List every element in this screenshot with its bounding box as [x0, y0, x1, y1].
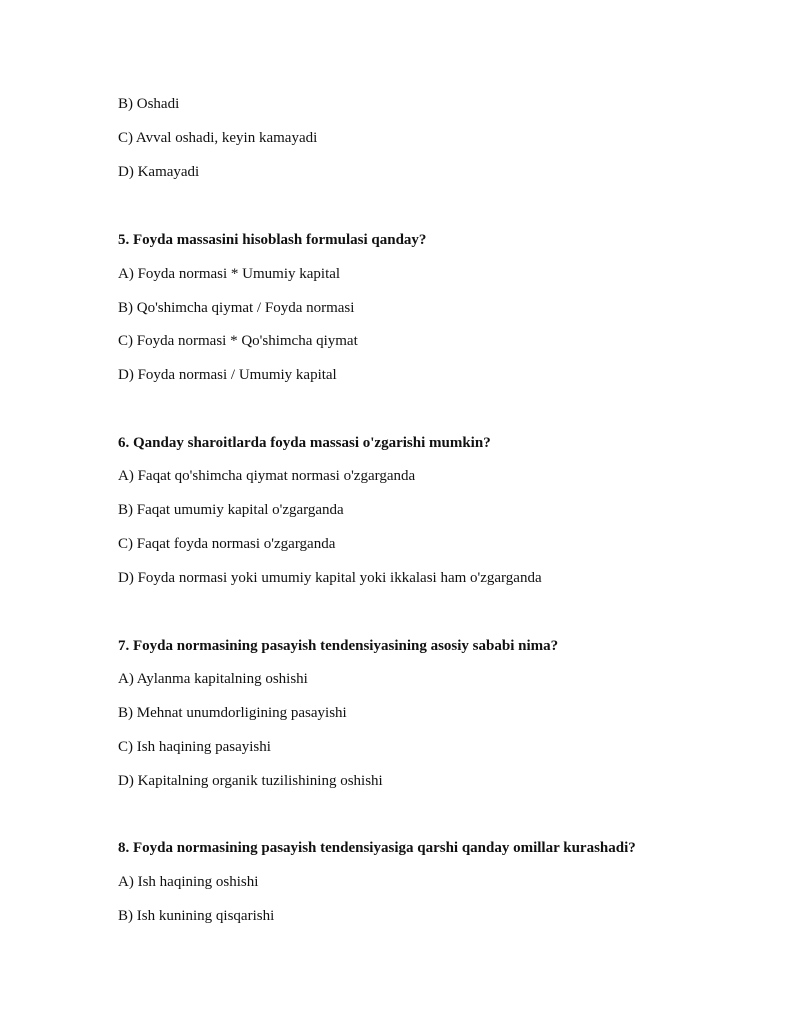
option-5c: C) Foyda normasi * Qo'shimcha qiymat — [118, 333, 358, 349]
option-7d: D) Kapitalning organik tuzilishining oshishi — [118, 773, 383, 789]
option-6b: B) Faqat umumiy kapital o'zgarganda — [118, 502, 344, 518]
question-5: 5. Foyda massasini hisoblash formulasi qanday? — [118, 232, 427, 248]
option-5d: D) Foyda normasi / Umumiy kapital — [118, 367, 337, 383]
option-7a: A) Aylanma kapitalning oshishi — [118, 671, 308, 687]
option-4b: B) Oshadi — [118, 96, 180, 112]
option-5a: A) Foyda normasi * Umumiy kapital — [118, 266, 341, 282]
question-6: 6. Qanday sharoitlarda foyda massasi o'zgarishi mumkin? — [118, 435, 491, 451]
option-7c: C) Ish haqining pasayishi — [118, 739, 271, 755]
option-8b: B) Ish kunining qisqarishi — [118, 908, 275, 924]
option-4d: D) Kamayadi — [118, 164, 200, 180]
question-7: 7. Foyda normasining pasayish tendensiyasining asosiy sababi nima? — [118, 638, 559, 654]
option-5b: B) Qo'shimcha qiymat / Foyda normasi — [118, 300, 355, 316]
option-6d: D) Foyda normasi yoki umumiy kapital yoki ikkalasi ham o'zgarganda — [118, 570, 542, 586]
option-7b: B) Mehnat unumdorligining pasayishi — [118, 705, 347, 721]
option-6a: A) Faqat qo'shimcha qiymat normasi o'zgarganda — [118, 468, 416, 484]
option-4c: C) Avval oshadi, keyin kamayadi — [118, 130, 318, 146]
question-8: 8. Foyda normasining pasayish tendensiyasiga qarshi qanday omillar kurashadi? — [118, 840, 636, 856]
option-8a: A) Ish haqining oshishi — [118, 874, 259, 890]
option-6c: C) Faqat foyda normasi o'zgarganda — [118, 536, 336, 552]
